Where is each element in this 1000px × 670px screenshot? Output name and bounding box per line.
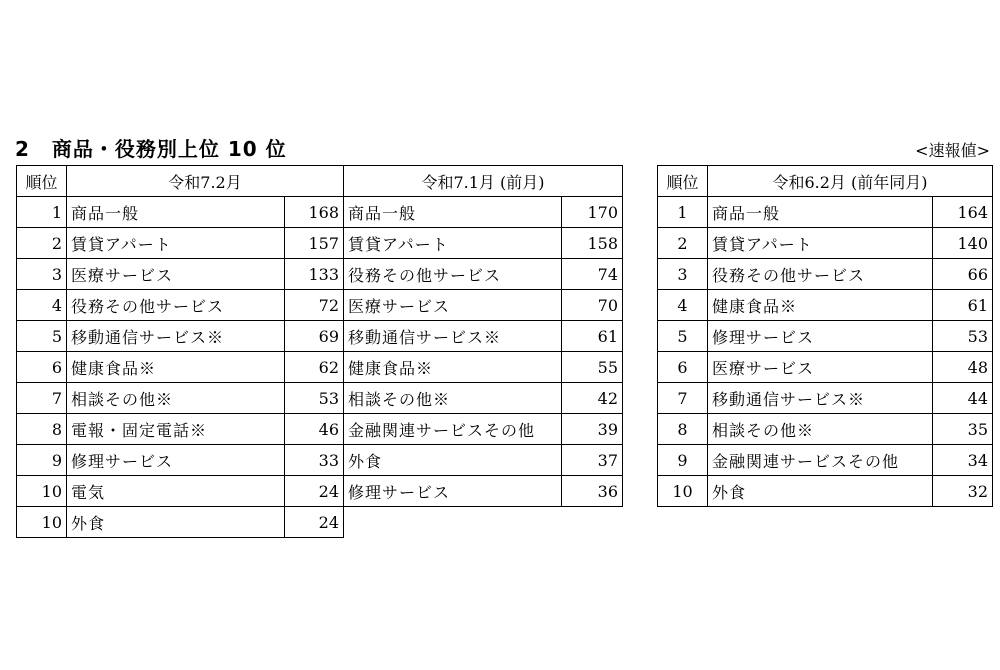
- table-row: [658, 290, 993, 321]
- rank-cell: 9: [17, 445, 67, 476]
- rank-cell: 5: [658, 321, 708, 352]
- period-previous-header: 令和7.1月 (前月): [344, 166, 623, 197]
- ranking-table-previous-year: [657, 165, 993, 507]
- count: 61: [932, 290, 992, 321]
- item-name-previous: 相談その他※: [344, 383, 562, 414]
- item-name-current: 医療サービス: [67, 259, 285, 290]
- table-row: [658, 383, 993, 414]
- rank-cell: 3: [658, 259, 708, 290]
- count: 35: [932, 414, 992, 445]
- count-previous: 42: [561, 383, 622, 414]
- table-row: [17, 383, 623, 414]
- ranking-table-body: [658, 197, 993, 507]
- table-header-row: [658, 166, 993, 197]
- item-name: 修理サービス: [708, 321, 933, 352]
- rank-cell: 8: [658, 414, 708, 445]
- table-row: [658, 352, 993, 383]
- item-name-previous: 外食: [344, 445, 562, 476]
- count: 140: [932, 228, 992, 259]
- table-row: [17, 321, 623, 352]
- item-name-current: 外食: [67, 507, 285, 538]
- rank-header: 順位: [17, 166, 67, 197]
- count-current: 69: [284, 321, 343, 352]
- item-name: 商品一般: [708, 197, 933, 228]
- rank-cell: 7: [17, 383, 67, 414]
- rank-cell: 9: [658, 445, 708, 476]
- count-previous: 158: [561, 228, 622, 259]
- count: 48: [932, 352, 992, 383]
- item-name-previous: 金融関連サービスその他: [344, 414, 562, 445]
- rank-cell: 4: [658, 290, 708, 321]
- count: 34: [932, 445, 992, 476]
- ranking-table-body: [17, 197, 623, 538]
- item-name: 移動通信サービス※: [708, 383, 933, 414]
- item-name-previous: 移動通信サービス※: [344, 321, 562, 352]
- item-name: 役務その他サービス: [708, 259, 933, 290]
- table-row: [658, 197, 993, 228]
- rank-cell: 8: [17, 414, 67, 445]
- item-name: 医療サービス: [708, 352, 933, 383]
- rank-cell: 5: [17, 321, 67, 352]
- rank-cell: 10: [658, 476, 708, 507]
- empty-cell: [344, 507, 562, 538]
- table-row: [658, 321, 993, 352]
- count-current: 62: [284, 352, 343, 383]
- table-row: [658, 259, 993, 290]
- count-current: 24: [284, 476, 343, 507]
- item-name-current: 電気: [67, 476, 285, 507]
- rank-cell: 6: [658, 352, 708, 383]
- item-name-previous: 医療サービス: [344, 290, 562, 321]
- period-current-header: 令和7.2月: [67, 166, 344, 197]
- table-header-row: [17, 166, 623, 197]
- count: 53: [932, 321, 992, 352]
- rank-cell: 3: [17, 259, 67, 290]
- item-name-previous: 賃貸アパート: [344, 228, 562, 259]
- count-current: 53: [284, 383, 343, 414]
- item-name-current: 修理サービス: [67, 445, 285, 476]
- period-previous-year-header: 令和6.2月 (前年同月): [708, 166, 993, 197]
- item-name-current: 役務その他サービス: [67, 290, 285, 321]
- preliminary-note: <速報値>: [915, 141, 990, 160]
- item-name-current: 相談その他※: [67, 383, 285, 414]
- section-title: [15, 133, 287, 162]
- count-previous: 55: [561, 352, 622, 383]
- count: 32: [932, 476, 992, 507]
- table-row: [17, 259, 623, 290]
- rank-cell: 1: [17, 197, 67, 228]
- rank-cell: 2: [658, 228, 708, 259]
- count-current: 133: [284, 259, 343, 290]
- rank-cell: 1: [658, 197, 708, 228]
- item-name: 金融関連サービスその他: [708, 445, 933, 476]
- count-previous: 36: [561, 476, 622, 507]
- table-row: [17, 228, 623, 259]
- count-current: 157: [284, 228, 343, 259]
- item-name-current: 健康食品※: [67, 352, 285, 383]
- table-row: [17, 414, 623, 445]
- count-previous: 170: [561, 197, 622, 228]
- rank-header: 順位: [658, 166, 708, 197]
- count: 164: [932, 197, 992, 228]
- item-name: 健康食品※: [708, 290, 933, 321]
- item-name-previous: 役務その他サービス: [344, 259, 562, 290]
- item-name-current: 賃貸アパート: [67, 228, 285, 259]
- section-title-text: 商品・役務別上位 10 位: [51, 137, 287, 161]
- count-previous: 61: [561, 321, 622, 352]
- count: 66: [932, 259, 992, 290]
- rank-cell: 4: [17, 290, 67, 321]
- table-row: [658, 445, 993, 476]
- table-row: [658, 414, 993, 445]
- table-row: [17, 507, 623, 538]
- ranking-table-current-and-previous: [16, 165, 623, 538]
- count-previous: 74: [561, 259, 622, 290]
- count-current: 24: [284, 507, 343, 538]
- item-name-current: 電報・固定電話※: [67, 414, 285, 445]
- rank-cell: 7: [658, 383, 708, 414]
- item-name-current: 移動通信サービス※: [67, 321, 285, 352]
- rank-cell: 2: [17, 228, 67, 259]
- item-name: 相談その他※: [708, 414, 933, 445]
- count-current: 168: [284, 197, 343, 228]
- item-name-previous: 商品一般: [344, 197, 562, 228]
- table-row: [17, 352, 623, 383]
- count-previous: 37: [561, 445, 622, 476]
- rank-cell: 6: [17, 352, 67, 383]
- item-name-previous: 健康食品※: [344, 352, 562, 383]
- count: 44: [932, 383, 992, 414]
- table-row: [17, 290, 623, 321]
- table-row: [658, 228, 993, 259]
- table-row: [17, 445, 623, 476]
- count-previous: 70: [561, 290, 622, 321]
- rank-cell: 10: [17, 507, 67, 538]
- count-current: 72: [284, 290, 343, 321]
- count-previous: 39: [561, 414, 622, 445]
- item-name-previous: 修理サービス: [344, 476, 562, 507]
- item-name: 外食: [708, 476, 933, 507]
- empty-cell: [561, 507, 622, 538]
- rank-cell: 10: [17, 476, 67, 507]
- count-current: 33: [284, 445, 343, 476]
- count-current: 46: [284, 414, 343, 445]
- section-number: 2: [15, 137, 30, 161]
- table-row: [17, 476, 623, 507]
- item-name-current: 商品一般: [67, 197, 285, 228]
- item-name: 賃貸アパート: [708, 228, 933, 259]
- table-row: [658, 476, 993, 507]
- table-row: [17, 197, 623, 228]
